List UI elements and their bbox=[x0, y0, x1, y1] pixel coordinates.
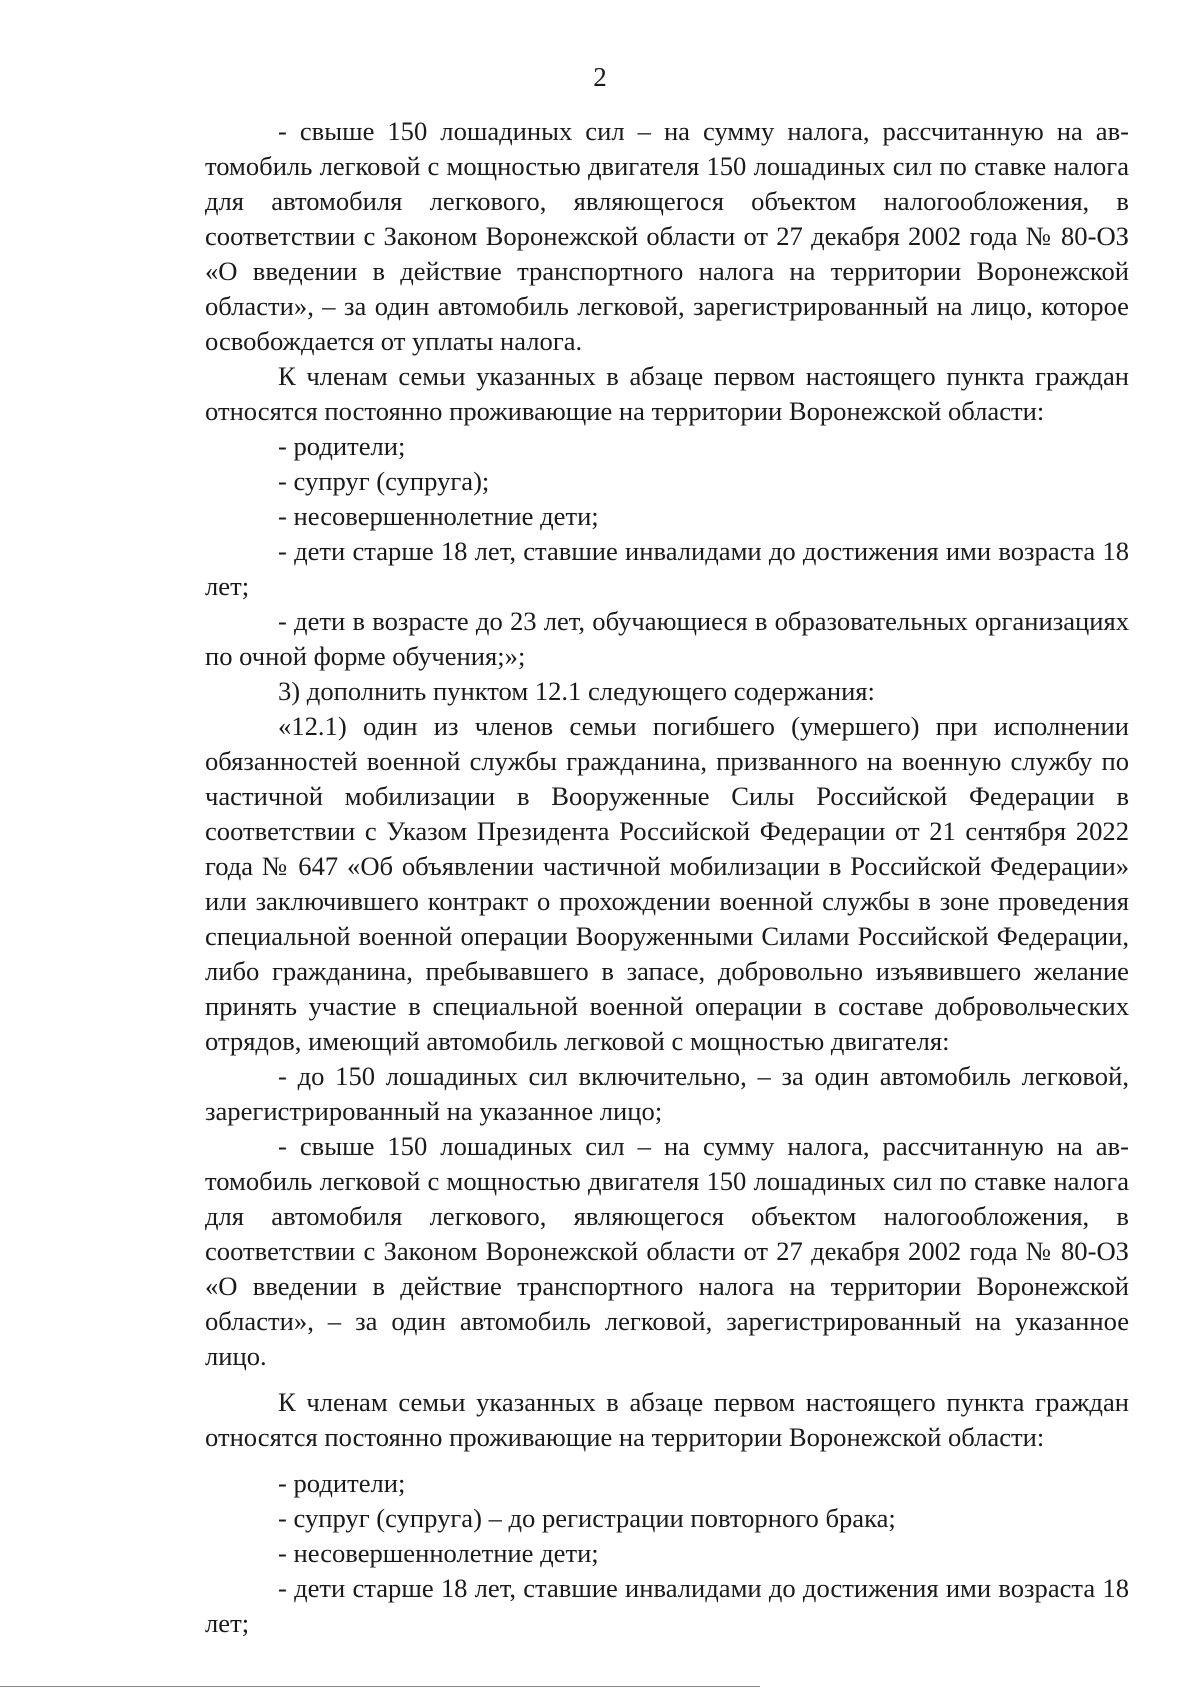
paragraph-over-150-hp-specified-person: - свыше 150 лошадиных сил – на сумму налога, рассчитанную на автомобиль легковой с мощностью двигателя 150 лошадиных сил по ставке налога для автомобиля легкового, являющегося объектом налогообложения, в соответствии с Законом Воронежской области от 27 декабря 2002 года № 80-ОЗ «О введении в действие транспортного налога на территории Воронежской области», – за один автомобиль легковой, зарегистрированный на указанное лицо. bbox=[205, 1131, 1129, 1371]
paragraph-up-to-150-hp: - до 150 лошадиных сил включительно, – за один автомобиль легковой, зарегистрированный на указанное лицо; bbox=[205, 1061, 1129, 1126]
list-item-students-under-23: - дети в возрасте до 23 лет, обучающиеся в образовательных организациях по очной форме обучения;»; bbox=[205, 606, 1129, 671]
paragraph-family-members-intro-2: К членам семьи указанных в абзаце первом настоящего пункта граждан относятся постоянно проживающие на территории Воронежской области: bbox=[205, 1387, 1129, 1452]
paragraph-clause-12-1: «12.1) один из членов семьи погибшего (умершего) при исполнении обязанностей военной службы гражданина, призванного на военную службу по частичной мобилизации в Вооруженные Силы Российской Федерации в соответствии с Указом Президента Российской Федерации от 21 сентября 2022 года № 647 «Об объявлении частичной мобилизации в Российской Федерации» или заключившего контракт о прохождении военной службы в зоне проведения специальной военной операции Вооруженными Силами Российской Федерации, либо гражданина, пребывавшего в запасе, добровольно изъявившего желание принять участие в специальной военной операции в составе добровольческих отрядов, имеющий автомобиль легковой с мощностью двигателя: bbox=[205, 711, 1129, 1056]
list-item-parents-2: - родители; bbox=[278, 1468, 406, 1498]
list-item-disabled-children-2: - дети старше 18 лет, ставшие инвалидами до достижения ими возраста 18 лет; bbox=[205, 1573, 1129, 1638]
page-number: 2 bbox=[593, 62, 607, 92]
paragraph-amendment-12-1-intro: 3) дополнить пунктом 12.1 следующего содержания: bbox=[278, 676, 875, 706]
list-item-spouse: - супруг (супруга); bbox=[278, 466, 490, 496]
bottom-rule-divider bbox=[0, 1686, 760, 1687]
document-body bbox=[205, 114, 1129, 1641]
list-item-minor-children-2: - несовершеннолетние дети; bbox=[278, 1538, 599, 1568]
list-item-disabled-children: - дети старше 18 лет, ставшие инвалидами до достижения ими возраста 18 лет; bbox=[205, 536, 1129, 601]
list-item-spouse-until-remarriage: - супруг (супруга) – до регистрации повторного брака; bbox=[278, 1503, 896, 1533]
list-item-parents: - родители; bbox=[278, 431, 406, 461]
paragraph-over-150-hp-exempt-person: - свыше 150 лошадиных сил – на сумму налога, рассчитанную на автомобиль легковой с мощностью двигателя 150 лошадиных сил по ставке налога для автомобиля легкового, являющегося объектом налогообложения, в соответствии с Законом Воронежской области от 27 декабря 2002 года № 80-ОЗ «О введении в действие транспортного налога на территории Воронежской области», – за один автомобиль легковой, зарегистрированный на лицо, которое освобождается от уплаты налога. bbox=[205, 116, 1129, 356]
list-item-minor-children: - несовершеннолетние дети; bbox=[278, 501, 599, 531]
paragraph-family-members-intro: К членам семьи указанных в абзаце первом настоящего пункта граждан относятся постоянно проживающие на территории Воронежской области: bbox=[205, 361, 1129, 426]
